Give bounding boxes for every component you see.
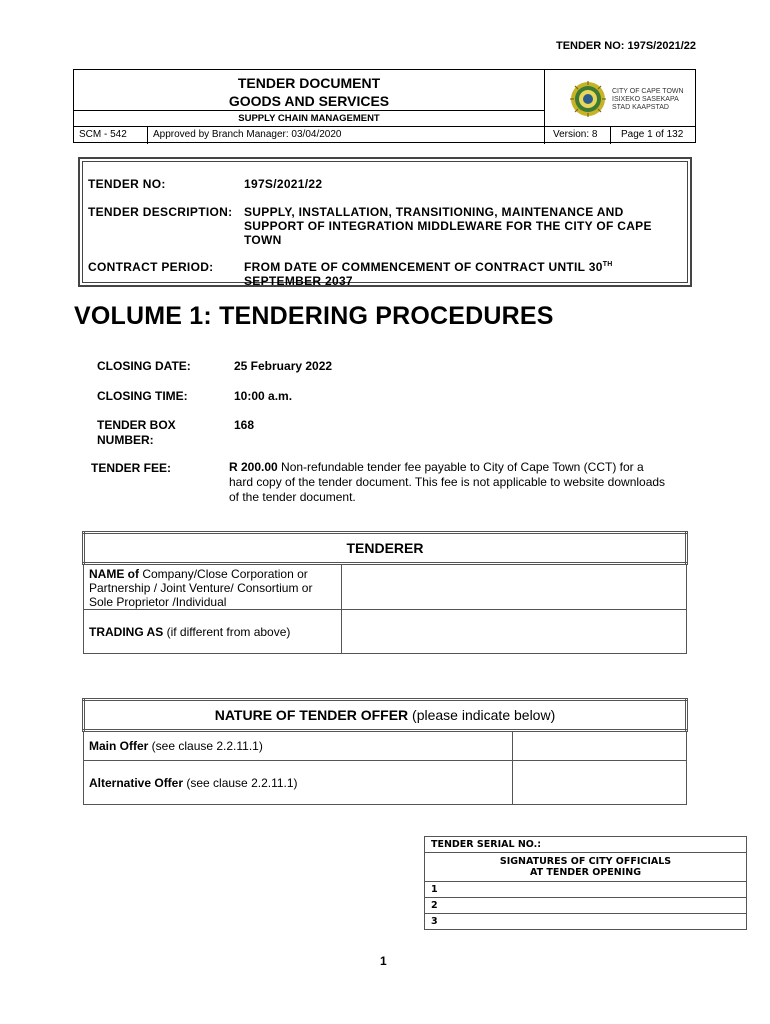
tender-serial-box <box>424 836 747 930</box>
tenderer-heading: TENDERER <box>84 533 687 564</box>
serial-label: TENDER SERIAL NO.: <box>425 837 746 853</box>
company-name-field[interactable] <box>342 564 687 610</box>
city-logo <box>570 81 606 122</box>
label-text: Partnership / Joint Venture/ Consortium or <box>89 581 313 595</box>
signature-row-2[interactable]: 2 <box>425 898 746 914</box>
contract-sup: TH <box>602 261 613 268</box>
tender-fee-note <box>229 460 699 505</box>
offer-table <box>82 698 688 805</box>
tender-fee-value[interactable]: R 200.00 <box>229 460 278 474</box>
fee-note-line: of the tender document. <box>229 490 356 504</box>
tender-box-label <box>97 418 176 448</box>
contract-line-2: SEPTEMBER 2037 <box>244 274 353 288</box>
closing-date-label: CLOSING DATE: <box>97 359 191 373</box>
label-text: Sole Proprietor /Individual <box>89 595 227 609</box>
tender-no-label: TENDER NO: <box>88 177 166 191</box>
trading-as-field[interactable] <box>342 610 687 654</box>
header-title-2: GOODS AND SERVICES <box>228 93 390 109</box>
tender-number-ref: TENDER NO: 197S/2021/22 <box>555 40 696 52</box>
contract-period-label: CONTRACT PERIOD: <box>88 260 214 274</box>
fee-note-line: Non-refundable tender fee payable to City of Cape Town (CCT) for a <box>277 460 644 474</box>
label-bold: Alternative Offer <box>89 775 184 790</box>
approval-note: Approved by Branch Manager: 03/04/2020 <box>153 129 342 140</box>
label-text: Company/Close Corporation or <box>139 567 308 581</box>
description-value <box>244 205 652 247</box>
fee-note-line: hard copy of the tender document. This fee is not applicable to website downloads <box>229 475 666 489</box>
page-number: 1 <box>380 954 387 968</box>
signatures-line-2: AT TENDER OPENING <box>425 867 746 882</box>
tender-box-value[interactable]: 168 <box>234 418 255 432</box>
label-text: (see clause 2.2.11.1) <box>183 775 298 790</box>
header-title-1: TENDER DOCUMENT <box>237 75 381 91</box>
trading-as-label <box>84 610 342 654</box>
box-label-line: TENDER BOX <box>97 418 176 432</box>
city-seal-icon <box>570 81 606 117</box>
volume-title: VOLUME 1: TENDERING PROCEDURES <box>74 302 554 330</box>
box-label-line: NUMBER: <box>97 433 154 447</box>
label-text: (see clause 2.2.11.1) <box>148 739 263 753</box>
tender-info-box <box>78 157 692 287</box>
signatures-line-1: SIGNATURES OF CITY OFFICIALS <box>499 856 672 867</box>
main-offer-label <box>84 731 513 761</box>
document-header <box>73 69 696 143</box>
company-name-label <box>84 564 342 610</box>
description-line: SUPPLY, INSTALLATION, TRANSITIONING, MAINTENANCE AND <box>244 205 624 219</box>
label-text: (if different from above) <box>163 624 291 639</box>
alternative-offer-field[interactable] <box>513 761 687 805</box>
logo-line: STAD KAAPSTAD <box>612 104 669 111</box>
contract-period-value <box>244 258 613 288</box>
city-logo-text <box>612 88 684 112</box>
contract-line-1: FROM DATE OF COMMENCEMENT OF CONTRACT UNTIL 30 <box>244 260 603 274</box>
tender-fee-label: TENDER FEE: <box>91 461 172 475</box>
main-offer-field[interactable] <box>513 731 687 761</box>
description-line: TOWN <box>244 233 282 247</box>
alternative-offer-label <box>84 761 513 805</box>
closing-time-value[interactable]: 10:00 a.m. <box>234 389 293 403</box>
signature-row-3[interactable]: 3 <box>431 916 438 927</box>
label-bold: NAME of <box>89 567 139 581</box>
signature-row-1[interactable]: 1 <box>425 882 746 898</box>
offer-heading-bold: NATURE OF TENDER OFFER <box>214 707 409 723</box>
logo-line: ISIXEKO SASEKAPA <box>612 96 679 103</box>
description-line: SUPPORT OF INTEGRATION MIDDLEWARE FOR THE CITY OF CAPE <box>244 219 652 233</box>
doc-code: SCM - 542 <box>79 129 127 140</box>
logo-line: CITY OF CAPE TOWN <box>612 88 684 95</box>
closing-time-label: CLOSING TIME: <box>97 389 188 403</box>
description-label: TENDER DESCRIPTION: <box>88 205 233 219</box>
tender-no-value: 197S/2021/22 <box>244 177 323 191</box>
label-bold: TRADING AS <box>89 624 164 639</box>
tenderer-table <box>82 531 688 654</box>
version-label: Version: 8 <box>553 129 598 140</box>
closing-date-value[interactable]: 25 February 2022 <box>234 359 333 373</box>
page-count: Page 1 of 132 <box>621 129 684 140</box>
header-subtitle: SUPPLY CHAIN MANAGEMENT <box>238 113 380 124</box>
offer-heading <box>84 700 687 731</box>
offer-heading-rest: (please indicate below) <box>408 707 556 723</box>
label-bold: Main Offer <box>89 739 149 753</box>
